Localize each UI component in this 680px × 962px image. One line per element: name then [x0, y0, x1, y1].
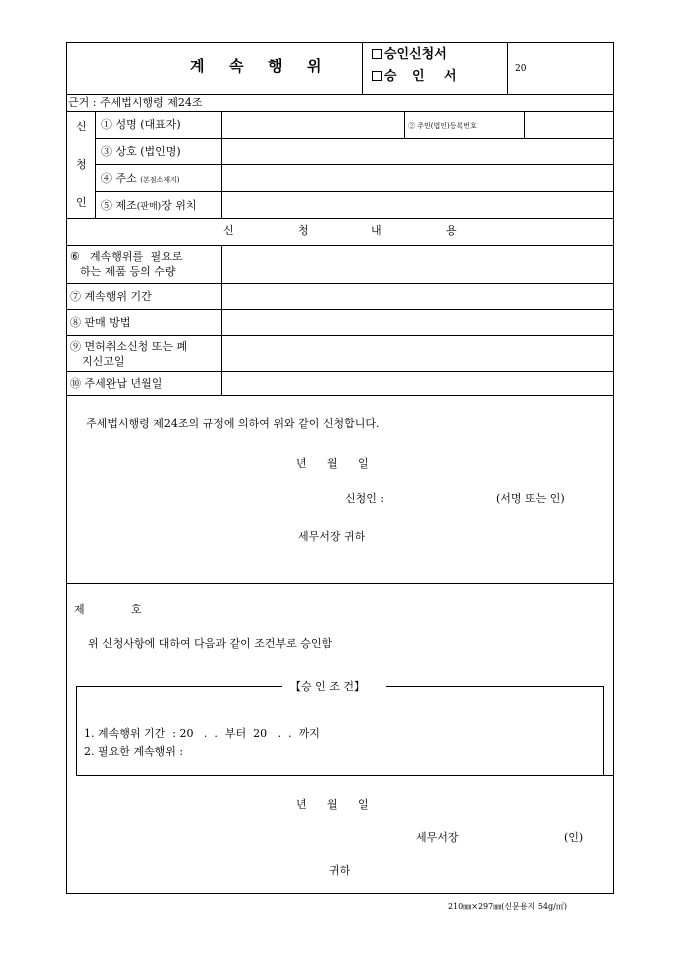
name-field[interactable] [222, 112, 403, 137]
item9-line1: ⑨ 면허취소신청 또는 폐 [70, 340, 188, 353]
factory-field[interactable] [222, 192, 613, 217]
approval-number-prefix: 제 [74, 603, 85, 616]
checkbox-approval[interactable] [372, 71, 382, 81]
item6-field[interactable] [222, 246, 613, 282]
title-char-1: 계 [190, 57, 205, 75]
approval-statement: 위 신청사항에 대하여 다음과 같이 조건부로 승인함 [88, 637, 333, 650]
item8-field[interactable] [222, 310, 613, 334]
year-label: 20 [515, 64, 527, 74]
regno-field[interactable] [525, 112, 613, 137]
declaration-year-char: 년 [296, 457, 307, 470]
title-char-3: 행 [268, 57, 283, 75]
trade-name-field[interactable] [222, 139, 613, 163]
item9-line2: 지신고일 [82, 355, 125, 368]
item6-line1: 계속행위를 필요로 [90, 250, 183, 263]
title-char-4: 위 [307, 57, 322, 75]
factory-suffix: 장 위치 [161, 199, 197, 212]
conditions-top-rule-left [76, 686, 282, 687]
name-label: ① 성명 (대표자) [101, 118, 181, 131]
option-approval-char-3: 서 [444, 69, 457, 84]
factory-label [101, 199, 197, 214]
conditions-bottom-rule [76, 775, 614, 776]
option-approval-char-2: 인 [412, 69, 425, 84]
factory-mid: (판매) [136, 202, 162, 212]
conditions-right-edge [603, 686, 604, 775]
content-header-char-4: 용 [446, 224, 457, 237]
item9-field[interactable] [222, 336, 613, 370]
approval-number-suffix: 호 [131, 603, 142, 616]
item7-label: ⑦ 계속행위 기간 [70, 290, 152, 303]
address-field[interactable] [222, 165, 613, 190]
paper-spec: 210㎜×297㎜(신문용지 54g/㎡) [448, 902, 567, 911]
option-apply[interactable] [372, 48, 447, 61]
header-divider-1 [362, 42, 363, 94]
tax-office-label: 세무서장 [416, 831, 459, 844]
rule [66, 395, 614, 396]
approval-year-char: 년 [296, 798, 307, 811]
applicant-side-char-3: 인 [76, 196, 87, 209]
item7-field[interactable] [222, 284, 613, 308]
applicant-side-char-1: 신 [76, 120, 87, 133]
item6-num: ⑥ [70, 250, 80, 263]
factory-prefix: ⑤ 제조 [101, 199, 137, 212]
content-header-char-2: 청 [298, 224, 309, 237]
legal-basis: 근거 : 주세법시행령 제24조 [68, 96, 203, 109]
checkbox-apply[interactable] [372, 49, 382, 59]
address-note: (본점소재지) [140, 176, 180, 184]
rule [66, 94, 614, 95]
declaration-recipient: 세무서장 귀하 [298, 530, 366, 543]
declaration-month-char: 월 [327, 457, 338, 470]
approval-day-char: 일 [358, 798, 369, 811]
applicant-sign-label: 신청인 : [345, 492, 385, 505]
regno-label: ② 주민(법인)등록번호 [408, 122, 477, 130]
item10-field[interactable] [222, 372, 613, 394]
approval-month-char: 월 [327, 798, 338, 811]
signature-label: (서명 또는 인) [496, 492, 565, 505]
condition-1: 1. 계속행위 기간 : 20 . . 부터 20 . . 까지 [84, 727, 320, 740]
item8-label: ⑧ 판매 방법 [70, 316, 131, 329]
conditions-title: 【승 인 조 건】 [290, 680, 365, 693]
title-char-2: 속 [229, 57, 244, 75]
condition-2: 2. 필요한 계속행위 : [84, 745, 184, 758]
option-apply-label: 승인신청서 [384, 47, 447, 62]
header-divider-2 [507, 42, 508, 94]
content-header-char-1: 신 [223, 224, 234, 237]
option-approval-char-1: 승 [384, 69, 397, 84]
address-prefix: ④ 주소 [101, 172, 141, 185]
applicant-side-char-2: 청 [76, 158, 87, 171]
rule [66, 218, 614, 219]
conditions-left-edge [76, 686, 77, 775]
trade-name-label: ③ 상호 (법인명) [101, 145, 181, 158]
rule [66, 583, 614, 584]
to-label: 귀하 [329, 864, 351, 877]
seal-label: (인) [564, 831, 584, 844]
conditions-top-rule-right [386, 686, 604, 687]
item10-label: ⑩ 주세완납 년월일 [70, 377, 163, 390]
regno-divider-1 [404, 111, 405, 138]
item6-line2: 하는 제품 등의 수량 [80, 265, 176, 278]
content-header-char-3: 내 [371, 224, 382, 237]
option-approval[interactable] [372, 70, 397, 83]
declaration-statement: 주세법시행령 제24조의 규정에 의하여 위와 같이 신청합니다. [86, 417, 380, 430]
declaration-day-char: 일 [358, 457, 369, 470]
address-label [101, 172, 180, 187]
